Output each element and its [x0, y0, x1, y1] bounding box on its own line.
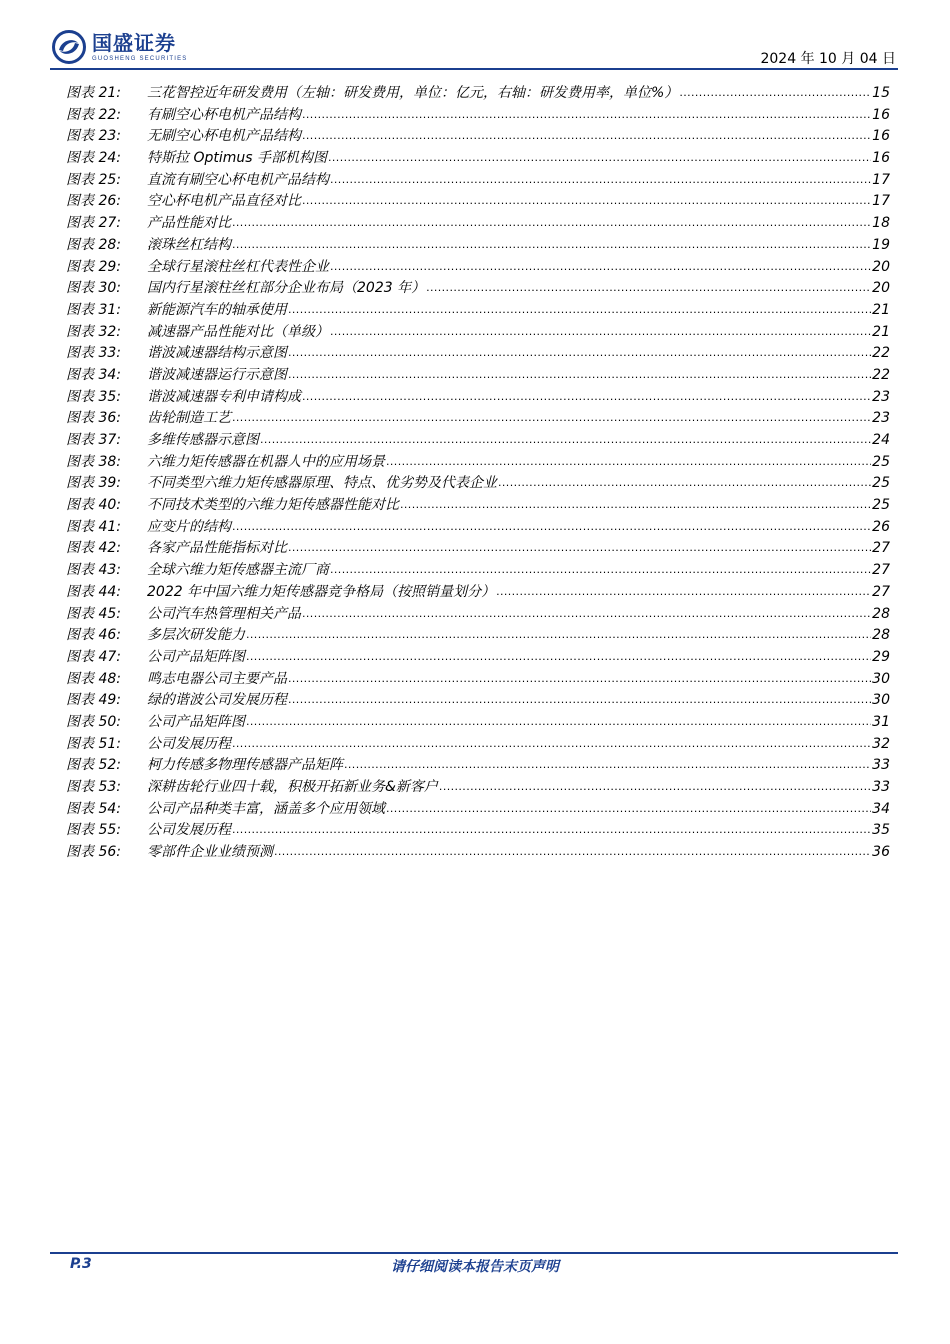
toc-leader-dots	[330, 561, 871, 577]
page-number: P.3	[70, 1256, 92, 1272]
toc-entry-page[interactable]: 22	[872, 345, 890, 362]
toc-entry-title[interactable]: 绿的谐波公司发展历程	[147, 692, 287, 709]
toc-entry-page[interactable]: 35	[872, 822, 890, 839]
toc-entry-label: 图表 43:	[66, 562, 121, 579]
toc-entry-page[interactable]: 25	[872, 475, 890, 492]
toc-entry-label: 图表 41:	[66, 518, 121, 535]
toc-entry-label: 图表 26:	[66, 193, 121, 210]
toc-entry-page[interactable]: 27	[872, 562, 890, 579]
toc-entry[interactable]	[66, 125, 890, 147]
toc-entry-label: 图表 54:	[66, 800, 121, 817]
toc-entry-title[interactable]: 不同技术类型的六维力矩传感器性能对比	[147, 497, 399, 514]
toc-entry[interactable]	[66, 581, 890, 603]
toc-entry-title[interactable]: 公司产品矩阵图	[147, 713, 245, 730]
toc-entry[interactable]	[66, 711, 890, 733]
toc-entry[interactable]	[66, 689, 890, 711]
toc-entry-page[interactable]: 20	[872, 280, 890, 297]
header-divider	[50, 68, 898, 70]
toc-entry[interactable]	[66, 104, 890, 126]
toc-entry-title[interactable]: 新能源汽车的轴承使用	[147, 301, 287, 318]
toc-entry-title[interactable]: 产品性能对比	[147, 215, 231, 232]
toc-entry-page[interactable]: 28	[872, 627, 890, 644]
toc-entry-title[interactable]: 公司发展历程	[147, 735, 231, 752]
toc-leader-dots	[496, 583, 871, 599]
toc-leader-dots	[232, 236, 871, 252]
toc-entry[interactable]	[66, 234, 890, 256]
toc-entry-title[interactable]: 有刷空心杯电机产品结构	[147, 106, 301, 123]
toc-entry-label: 图表 37:	[66, 432, 121, 448]
toc-entry-page[interactable]: 33	[872, 757, 890, 774]
toc-leader-dots	[302, 192, 871, 208]
toc-entry-page[interactable]: 21	[872, 323, 890, 340]
toc-entry-title[interactable]: 空心杯电机产品直径对比	[147, 193, 301, 210]
toc-entry-title[interactable]: 无刷空心杯电机产品结构	[147, 128, 301, 145]
toc-entry-title[interactable]: 2022 年中国六维力矩传感器竞争格局（按照销量划分）	[147, 583, 496, 600]
toc-leader-dots	[302, 605, 871, 621]
toc-entry[interactable]	[66, 559, 890, 581]
toc-entry-label: 图表 34:	[66, 366, 121, 383]
toc-leader-dots	[328, 149, 871, 165]
footer-divider	[50, 1252, 898, 1254]
toc-entry-label: 图表 44:	[66, 583, 121, 600]
toc-entry-title[interactable]: 六维力矩传感器在机器人中的应用场景	[147, 453, 385, 470]
toc-leader-dots	[232, 735, 871, 751]
toc-entry-page[interactable]: 28	[872, 605, 890, 622]
toc-entry[interactable]	[66, 841, 890, 863]
toc-leader-dots	[246, 713, 871, 729]
toc-entry-page[interactable]: 30	[872, 670, 890, 687]
toc-entry-label: 图表 38:	[66, 453, 121, 470]
toc-leader-dots	[232, 214, 871, 230]
toc-entry[interactable]	[66, 733, 890, 755]
report-date: 2024 年 10 月 04 日	[760, 51, 896, 67]
toc-entry-title[interactable]: 直流有刷空心杯电机产品结构	[147, 171, 329, 188]
toc-leader-dots	[386, 453, 871, 469]
logo-wordmark: 国盛证券	[92, 30, 176, 55]
toc-entry[interactable]	[66, 646, 890, 668]
toc-entry[interactable]	[66, 147, 890, 169]
toc-entry-title[interactable]: 多维传感器示意图	[147, 432, 259, 448]
toc-entry-title[interactable]: 鸣志电器公司主要产品	[147, 670, 287, 687]
toc-entry-label: 图表 25:	[66, 171, 121, 188]
toc-entry-title[interactable]: 谐波减速器专利申请构成	[147, 388, 301, 405]
toc-entry[interactable]	[66, 169, 890, 191]
toc-entry-title[interactable]: 三花智控近年研发费用（左轴：研发费用，单位：亿元，右轴：研发费用率，单位%）	[147, 85, 679, 101]
toc-entry-page[interactable]: 33	[872, 779, 890, 795]
toc-entry-label: 图表 47:	[66, 648, 121, 665]
toc-leader-dots	[288, 366, 871, 382]
toc-entry-page[interactable]: 16	[872, 106, 890, 123]
toc-entry-label: 图表 39:	[66, 475, 121, 492]
toc-entry[interactable]	[66, 190, 890, 212]
toc-entry-title[interactable]: 公司汽车热管理相关产品	[147, 605, 301, 622]
toc-leader-dots	[232, 409, 871, 425]
toc-entry-page[interactable]: 27	[872, 540, 890, 557]
toc-entry-label: 图表 29:	[66, 258, 121, 275]
toc-entry-label: 图表 42:	[66, 540, 121, 557]
toc-entry-label: 图表 23:	[66, 128, 121, 145]
toc-entry[interactable]	[66, 494, 890, 516]
toc-entry-title[interactable]: 不同类型六维力矩传感器原理、特点、优劣势及代表企业	[147, 475, 497, 492]
logo-english: GUOSHENG SECURITIES	[92, 55, 188, 62]
toc-entry[interactable]	[66, 754, 890, 776]
toc-leader-dots	[400, 496, 871, 512]
toc-entry-page[interactable]: 25	[872, 453, 890, 470]
company-logo	[52, 30, 187, 64]
toc-entry-label: 图表 46:	[66, 627, 121, 644]
toc-entry-page[interactable]: 15	[872, 85, 890, 101]
toc-entry[interactable]	[66, 212, 890, 234]
toc-entry-label: 图表 53:	[66, 779, 121, 795]
toc-entry[interactable]	[66, 537, 890, 559]
toc-entry-title[interactable]: 各家产品性能指标对比	[147, 540, 287, 557]
toc-entry-page[interactable]: 18	[872, 215, 890, 232]
toc-entry-title[interactable]: 公司产品种类丰富，涵盖多个应用领域	[147, 800, 385, 817]
toc-entry-page[interactable]: 32	[872, 735, 890, 752]
toc-entry-page[interactable]: 26	[872, 518, 890, 535]
toc-entry-label: 图表 28:	[66, 236, 121, 253]
toc-entry-title[interactable]: 零部件企业业绩预测	[147, 844, 273, 861]
toc-entry-page[interactable]: 34	[872, 800, 890, 817]
toc-entry-label: 图表 31:	[66, 301, 121, 318]
toc-entry-page[interactable]: 16	[872, 150, 890, 167]
toc-entry-label: 图表 21:	[66, 85, 121, 101]
toc-entry-title[interactable]: 滚珠丝杠结构	[147, 236, 231, 253]
toc-entry-label: 图表 22:	[66, 106, 121, 123]
toc-leader-dots	[246, 648, 871, 664]
toc-leader-dots	[288, 301, 871, 317]
toc-entry[interactable]	[66, 798, 890, 820]
toc-entry-title[interactable]: 谐波减速器运行示意图	[147, 366, 287, 383]
toc-entry-page[interactable]: 20	[872, 258, 890, 275]
toc-entry[interactable]	[66, 277, 890, 299]
toc-leader-dots	[274, 843, 871, 859]
page-header	[50, 26, 898, 68]
toc-entry-title[interactable]: 全球六维力矩传感器主流厂商	[147, 562, 329, 579]
toc-leader-dots	[426, 279, 871, 295]
toc-entry-label: 图表 52:	[66, 757, 121, 774]
toc-entry[interactable]	[66, 299, 890, 321]
toc-entry-label: 图表 51:	[66, 735, 121, 752]
toc-entry-title[interactable]: 国内行星滚柱丝杠部分企业布局（2023 年）	[147, 280, 426, 297]
toc-entry-page[interactable]: 27	[872, 583, 890, 600]
toc-entry[interactable]	[66, 472, 890, 494]
toc-entry[interactable]	[66, 776, 890, 798]
toc-entry-page[interactable]: 24	[872, 432, 890, 448]
toc-entry[interactable]	[66, 624, 890, 646]
toc-entry-page[interactable]: 19	[872, 236, 890, 253]
toc-leader-dots	[330, 171, 871, 187]
toc-entry-title[interactable]: 全球行星滚柱丝杠代表性企业	[147, 258, 329, 275]
toc-entry[interactable]	[66, 819, 890, 841]
toc-entry-page[interactable]: 21	[872, 301, 890, 318]
toc-leader-dots	[439, 778, 871, 794]
toc-entry-page[interactable]: 30	[872, 692, 890, 709]
toc-entry-title[interactable]: 多层次研发能力	[147, 627, 245, 644]
toc-entry-label: 图表 33:	[66, 345, 121, 362]
toc-entry-page[interactable]: 29	[872, 648, 890, 665]
toc-entry[interactable]	[66, 603, 890, 625]
toc-entry-title[interactable]: 减速器产品性能对比（单级）	[147, 323, 329, 340]
toc-leader-dots	[330, 323, 871, 339]
toc-entry-label: 图表 27:	[66, 215, 121, 232]
toc-leader-dots	[232, 821, 871, 837]
toc-leader-dots	[232, 518, 871, 534]
toc-leader-dots	[344, 756, 871, 772]
toc-leader-dots	[679, 84, 871, 100]
toc-entry-page[interactable]: 16	[872, 128, 890, 145]
toc-leader-dots	[288, 691, 871, 707]
toc-entry-label: 图表 40:	[66, 497, 121, 514]
toc-entry-title[interactable]: 深耕齿轮行业四十载，积极开拓新业务&新客户	[147, 779, 438, 795]
toc-leader-dots	[260, 431, 871, 447]
toc-leader-dots	[386, 800, 871, 816]
figure-index-list	[66, 82, 890, 863]
toc-entry-title[interactable]: 谐波减速器结构示意图	[147, 345, 287, 362]
toc-entry-label: 图表 56:	[66, 844, 121, 861]
toc-entry-label: 图表 50:	[66, 713, 121, 730]
toc-leader-dots	[288, 539, 871, 555]
toc-entry[interactable]	[66, 342, 890, 364]
toc-leader-dots	[302, 106, 871, 122]
toc-entry-page[interactable]: 22	[872, 366, 890, 383]
toc-entry[interactable]	[66, 429, 890, 451]
toc-entry-label: 图表 36:	[66, 410, 121, 427]
toc-entry[interactable]	[66, 516, 890, 538]
toc-entry[interactable]	[66, 364, 890, 386]
toc-entry-label: 图表 48:	[66, 670, 121, 687]
toc-entry-label: 图表 24:	[66, 150, 121, 167]
toc-leader-dots	[302, 127, 871, 143]
toc-leader-dots	[246, 626, 871, 642]
toc-entry[interactable]	[66, 256, 890, 278]
footer-disclaimer: 请仔细阅读本报告末页声明	[391, 1259, 559, 1275]
toc-leader-dots	[288, 670, 871, 686]
toc-leader-dots	[498, 474, 871, 490]
toc-entry-title[interactable]: 齿轮制造工艺	[147, 410, 231, 427]
toc-entry-title[interactable]: 公司产品矩阵图	[147, 648, 245, 665]
toc-entry-label: 图表 30:	[66, 280, 121, 297]
toc-entry[interactable]	[66, 82, 890, 104]
toc-entry-page[interactable]: 23	[872, 388, 890, 405]
toc-entry[interactable]	[66, 407, 890, 429]
toc-entry-label: 图表 35:	[66, 388, 121, 405]
toc-leader-dots	[302, 388, 871, 404]
toc-entry-title[interactable]: 特斯拉 Optimus 手部机构图	[147, 150, 327, 167]
toc-entry-page[interactable]: 17	[872, 171, 890, 188]
logo-icon	[52, 30, 86, 64]
toc-entry-page[interactable]: 17	[872, 193, 890, 210]
toc-entry-title[interactable]: 公司发展历程	[147, 822, 231, 839]
toc-entry-page[interactable]: 31	[872, 713, 890, 730]
toc-entry-page[interactable]: 23	[872, 410, 890, 427]
toc-entry-page[interactable]: 36	[872, 844, 890, 861]
toc-entry-title[interactable]: 应变片的结构	[147, 518, 231, 535]
toc-entry[interactable]	[66, 668, 890, 690]
toc-leader-dots	[330, 258, 871, 274]
toc-entry[interactable]	[66, 451, 890, 473]
toc-entry-label: 图表 49:	[66, 692, 121, 709]
toc-leader-dots	[288, 344, 871, 360]
toc-entry-label: 图表 45:	[66, 605, 121, 622]
toc-entry-page[interactable]: 25	[872, 497, 890, 514]
toc-entry-label: 图表 55:	[66, 822, 121, 839]
toc-entry[interactable]	[66, 386, 890, 408]
toc-entry[interactable]	[66, 321, 890, 343]
toc-entry-label: 图表 32:	[66, 323, 121, 340]
toc-entry-title[interactable]: 柯力传感多物理传感器产品矩阵	[147, 757, 343, 774]
